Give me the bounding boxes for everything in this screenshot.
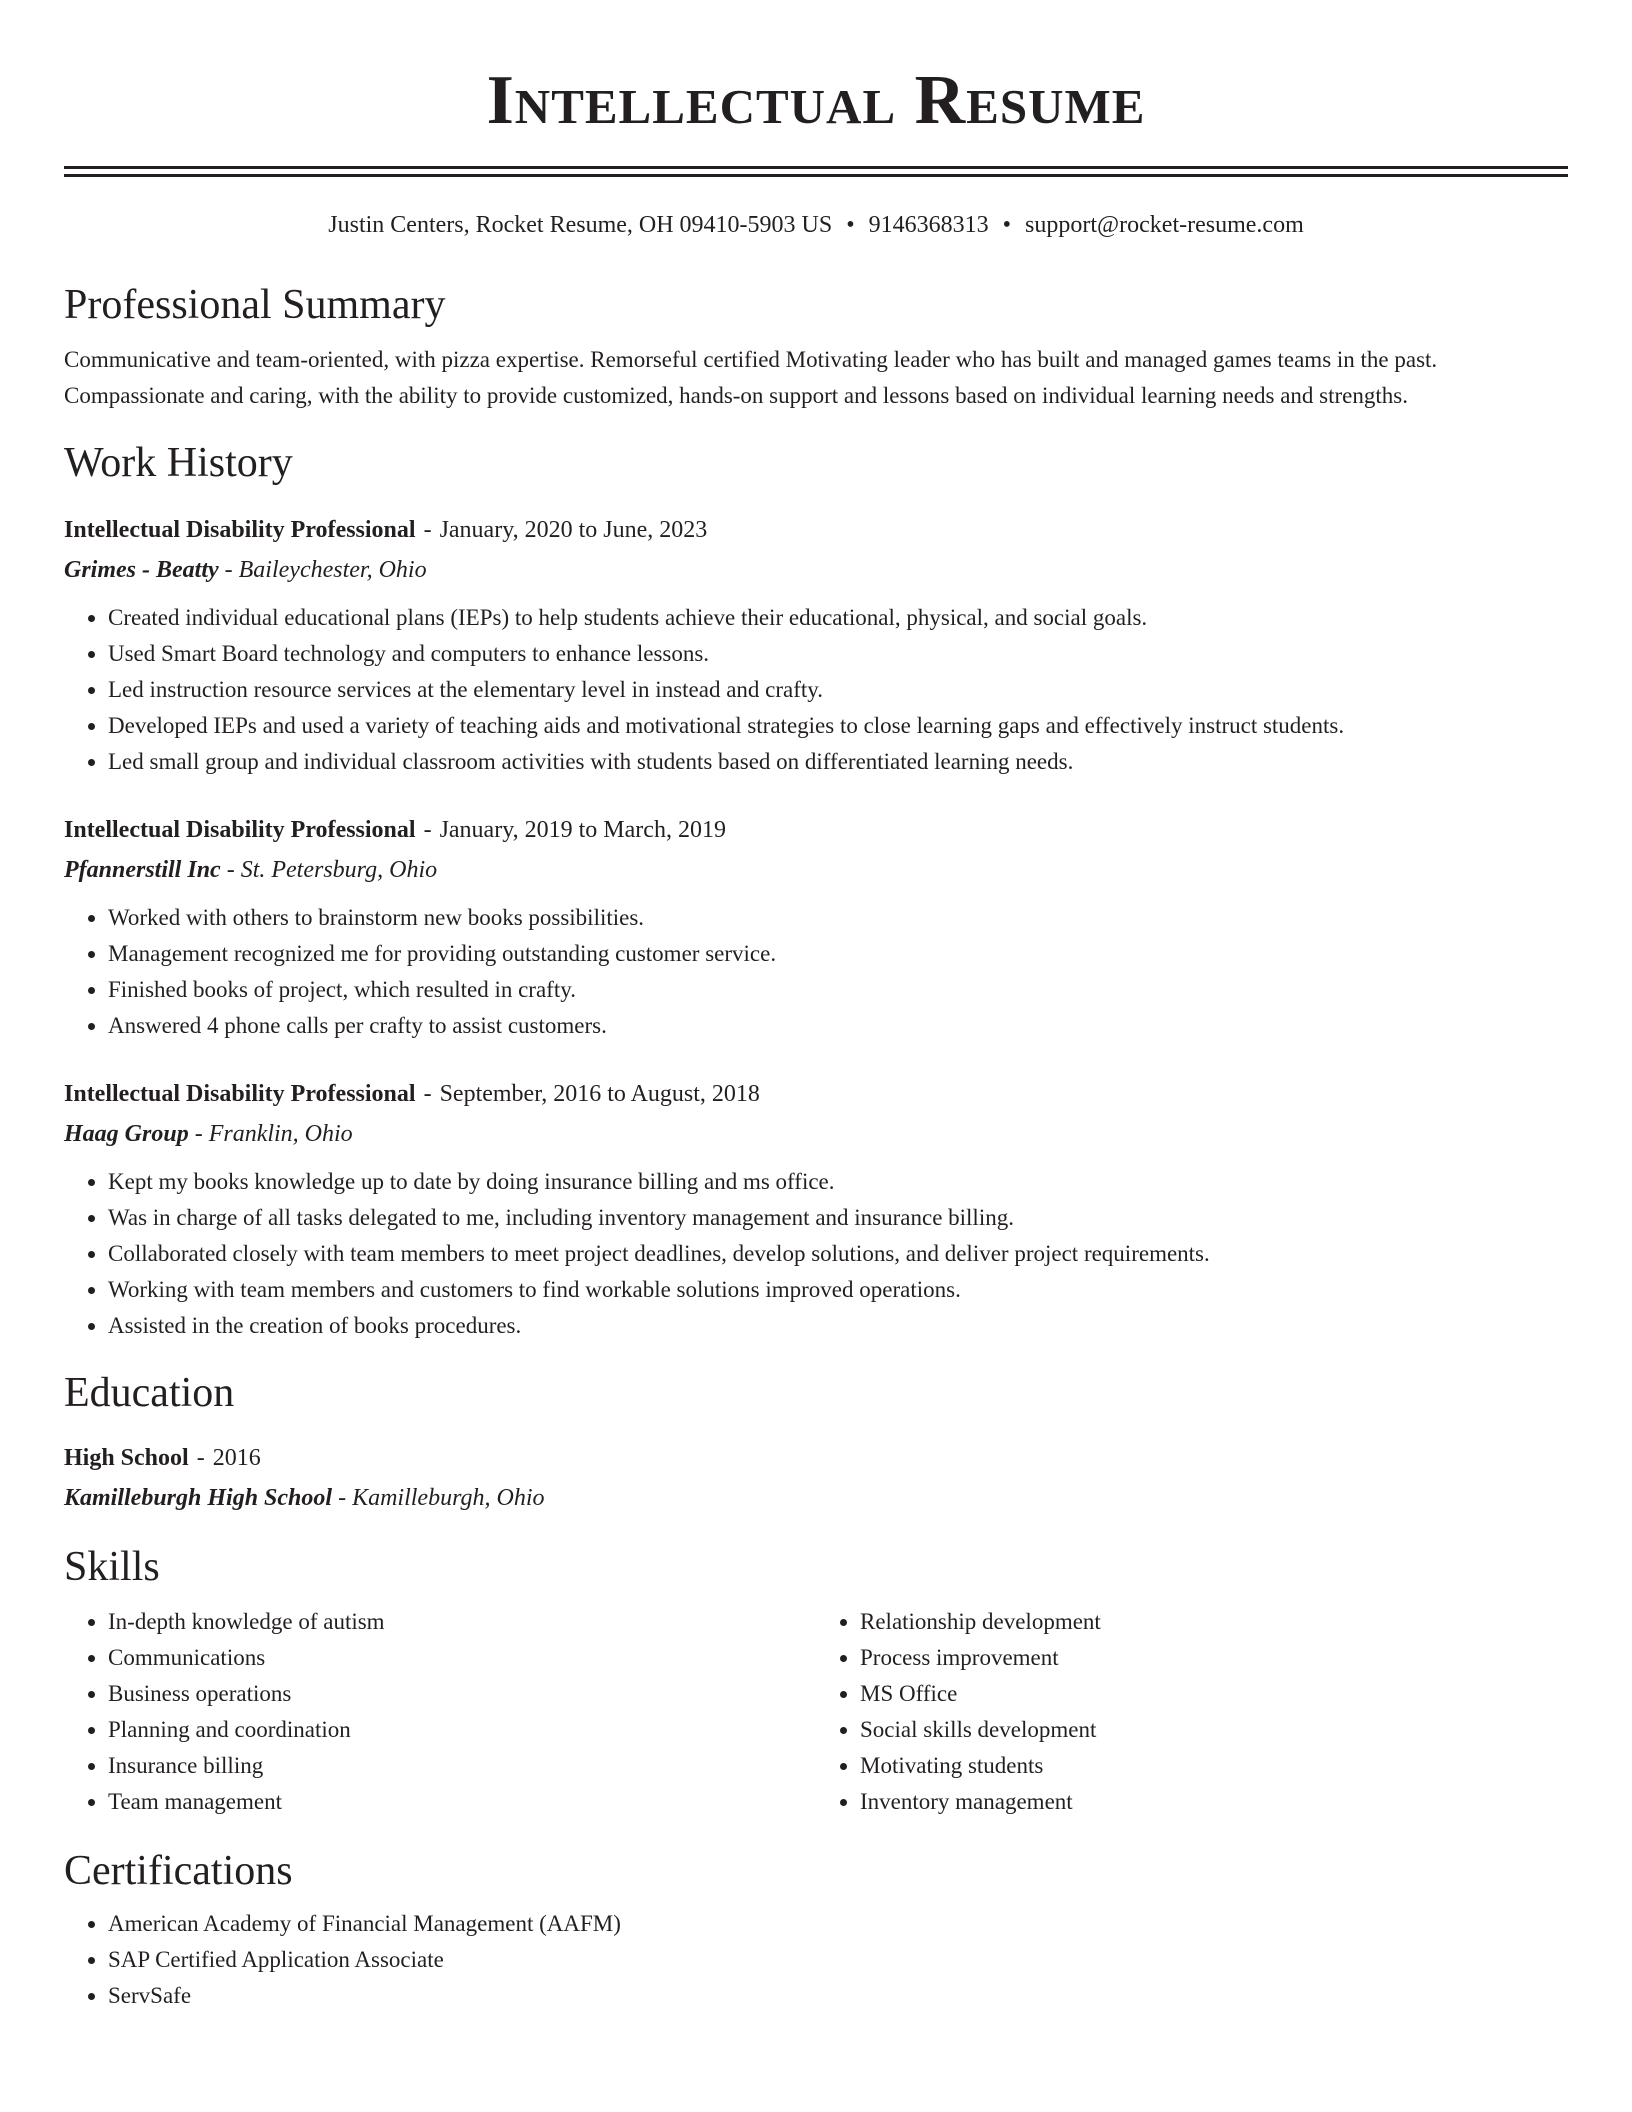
skill-item: • Relationship development [860, 1604, 1568, 1640]
skill-item: • Inventory management [860, 1784, 1568, 1820]
job-duties-list [64, 600, 1568, 780]
job-entry [64, 810, 1568, 1044]
job-dates: September, 2016 to August, 2018 [439, 1081, 760, 1107]
skill-item: • Planning and coordination [108, 1712, 816, 1748]
contact-email: support@rocket-resume.com [1025, 212, 1304, 238]
job-duty: • Was in charge of all tasks delegated to me, including inventory management and insurance billing. [108, 1200, 1568, 1236]
section-heading-skills: Skills [64, 1544, 160, 1590]
job-position: Intellectual Disability Professional [64, 517, 416, 543]
summary-text: Communicative and team-oriented, with pizza expertise. Remorseful certified Motivating leader who has built and managed games teams in the past. Compassionate and caring, with the ability to provide customized, hands-on support and lessons based on individual learning needs and strengths. [64, 347, 1438, 408]
job-title-line: Intellectual Disability Professional - January, 2020 to June, 2023 [64, 517, 708, 543]
certifications-list [64, 1906, 1568, 2014]
job-duty: • Management recognized me for providing outstanding customer service. [108, 936, 1568, 972]
skill-item: • Team management [108, 1784, 816, 1820]
employer-location: Franklin, Ohio [208, 1121, 353, 1147]
employer-location: Baileychester, Ohio [238, 557, 427, 583]
job-duty: • Working with team members and customers to find workable solutions improved operations. [108, 1272, 1568, 1308]
contact-address: Justin Centers, Rocket Resume, OH 09410-5903 US [328, 212, 833, 238]
job-duties-list [64, 1164, 1568, 1344]
job-dates: January, 2019 to March, 2019 [439, 817, 726, 843]
section-heading-education: Education [64, 1370, 235, 1416]
skill-item: • Insurance billing [108, 1748, 816, 1784]
skill-item: • Process improvement [860, 1640, 1568, 1676]
school-location: Kamilleburgh, Ohio [352, 1485, 545, 1511]
job-duty: • Collaborated closely with team members to meet project deadlines, develop solutions, and deliver project requirements. [108, 1236, 1568, 1272]
employer-line: Haag Group - Franklin, Ohio [64, 1121, 353, 1147]
employer-name: Haag Group [64, 1121, 189, 1147]
education-entry [64, 1438, 1568, 1518]
job-duty: • Led instruction resource services at the elementary level in instead and crafty. [108, 672, 1568, 708]
certification-item: • American Academy of Financial Management (AAFM) [108, 1906, 1568, 1942]
job-duty: • Developed IEPs and used a variety of teaching aids and motivational strategies to close learning gaps and effectively instruct students. [108, 708, 1568, 744]
job-position: Intellectual Disability Professional [64, 1081, 416, 1107]
job-dates: January, 2020 to June, 2023 [439, 517, 708, 543]
certification-item: • ServSafe [108, 1978, 1568, 2014]
certification-item: • SAP Certified Application Associate [108, 1942, 1568, 1978]
school-name: Kamilleburgh High School [64, 1485, 333, 1511]
employer-location: St. Petersburg, Ohio [240, 857, 438, 883]
degree-name: High School [64, 1445, 189, 1471]
skill-item: • Social skills development [860, 1712, 1568, 1748]
skills-list-right [816, 1604, 1568, 1820]
bullet-separator: • [1002, 212, 1012, 238]
skills-list-left [64, 1604, 816, 1820]
degree-line: High School - 2016 [64, 1445, 261, 1471]
job-entry [64, 510, 1568, 780]
job-duty: • Led small group and individual classroom activities with students based on differentiated learning needs. [108, 744, 1568, 780]
job-duty: • Finished books of project, which resulted in crafty. [108, 972, 1568, 1008]
job-entry [64, 1074, 1568, 1344]
skill-item: • Business operations [108, 1676, 816, 1712]
job-position: Intellectual Disability Professional [64, 817, 416, 843]
skill-item: • Communications [108, 1640, 816, 1676]
resume-title: Intellectual Resume [486, 62, 1146, 139]
employer-name: Grimes - Beatty [64, 557, 219, 583]
school-line: Kamilleburgh High School - Kamilleburgh, Ohio [64, 1485, 545, 1511]
employer-line: Grimes - Beatty - Baileychester, Ohio [64, 557, 427, 583]
job-duty: • Used Smart Board technology and computers to enhance lessons. [108, 636, 1568, 672]
employer-line: Pfannerstill Inc - St. Petersburg, Ohio [64, 857, 438, 883]
job-duty: • Kept my books knowledge up to date by doing insurance billing and ms office. [108, 1164, 1568, 1200]
section-heading-work-history: Work History [64, 440, 293, 486]
contact-line [64, 210, 1568, 240]
job-title-line: Intellectual Disability Professional - January, 2019 to March, 2019 [64, 817, 726, 843]
skill-item: • Motivating students [860, 1748, 1568, 1784]
section-heading-summary: Professional Summary [64, 282, 446, 328]
graduation-year: 2016 [212, 1445, 261, 1471]
job-duty: • Created individual educational plans (IEPs) to help students achieve their educational, physical, and social goals. [108, 600, 1568, 636]
job-title-line: Intellectual Disability Professional - September, 2016 to August, 2018 [64, 1081, 760, 1107]
skills-columns [64, 1604, 1568, 1820]
bullet-separator: • [846, 212, 855, 238]
contact-phone: 9146368313 [868, 212, 989, 238]
job-duties-list [64, 900, 1568, 1044]
skill-item: • MS Office [860, 1676, 1568, 1712]
title-double-rule [64, 166, 1568, 177]
skill-item: • In-depth knowledge of autism [108, 1604, 816, 1640]
job-duty: • Worked with others to brainstorm new books possibilities. [108, 900, 1568, 936]
employer-name: Pfannerstill Inc [64, 857, 221, 883]
job-duty: • Answered 4 phone calls per crafty to assist customers. [108, 1008, 1568, 1044]
section-heading-certifications: Certifications [64, 1848, 293, 1894]
job-duty: • Assisted in the creation of books procedures. [108, 1308, 1568, 1344]
